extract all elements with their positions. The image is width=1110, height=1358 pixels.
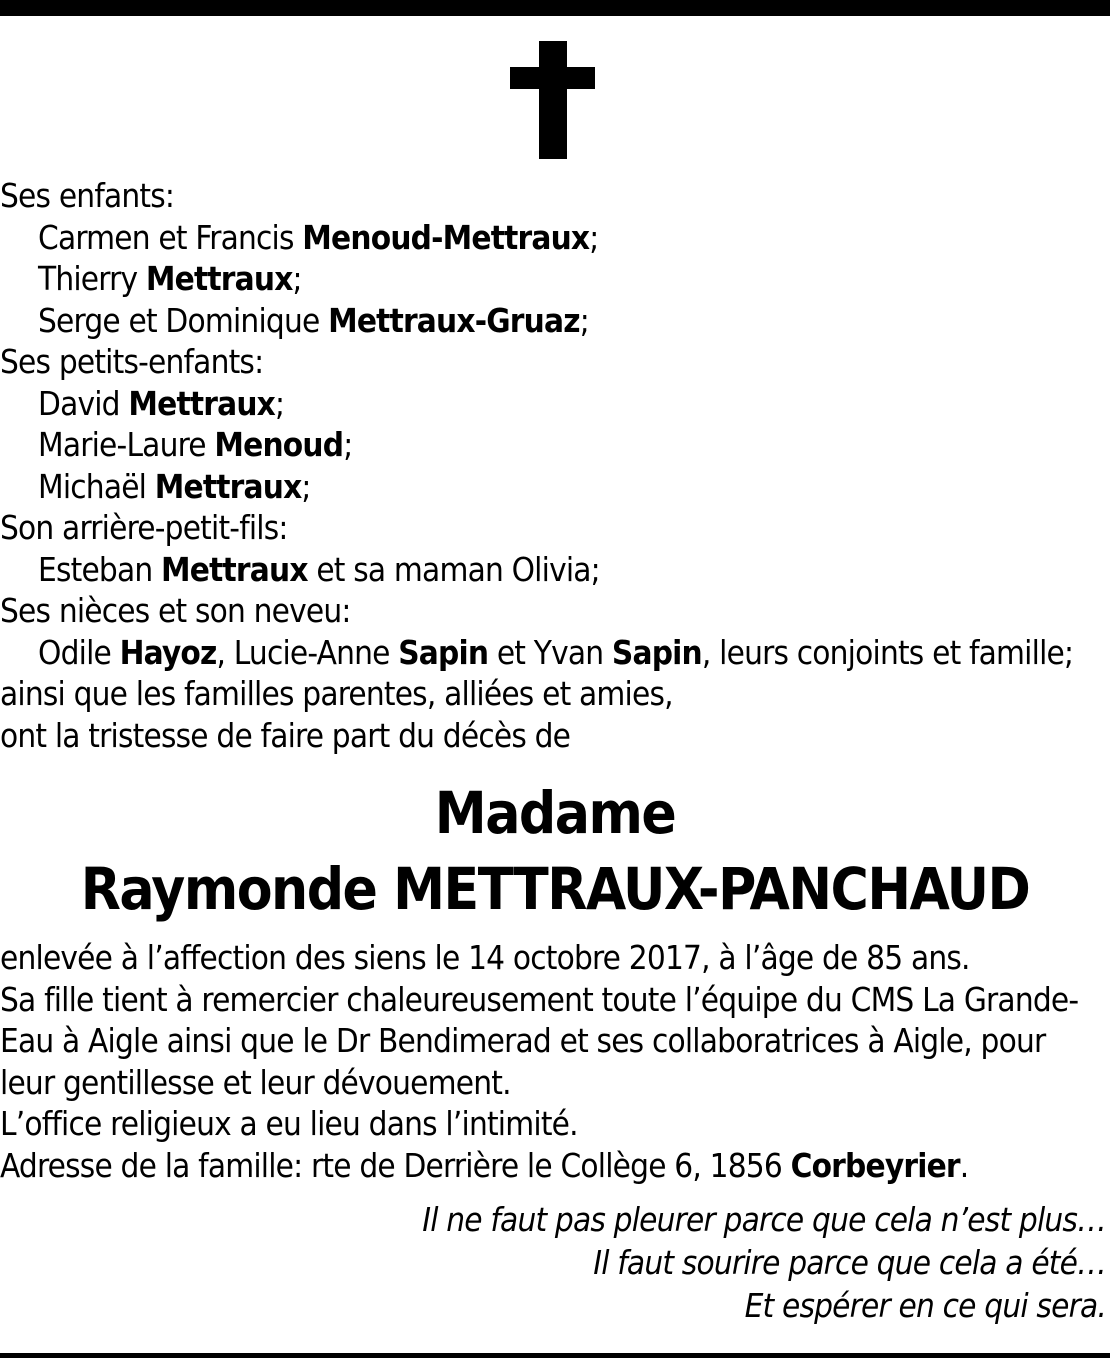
details-line: enlevée à l’affection des siens le 14 octobre 2017, à l’âge de 85 ans. xyxy=(0,938,970,977)
grandchildren-label: Ses petits-enfants: xyxy=(0,342,264,381)
bottom-border-rule xyxy=(0,1353,1110,1358)
quote-line: Il ne faut pas pleurer parce que cela n’est plus… xyxy=(422,1200,1106,1239)
great-grandson-label: Son arrière-petit-fils: xyxy=(0,508,288,547)
family-list xyxy=(0,175,1110,756)
details-line: leur gentillesse et leur dévouement. xyxy=(0,1062,511,1102)
quote-line: Il faut sourire parce que cela a été… xyxy=(593,1243,1106,1282)
details-line: Sa fille tient à remercier chaleureusement toute l’équipe du CMS La Grande- xyxy=(0,979,1079,1019)
cross-icon xyxy=(510,41,595,159)
family-entry: Esteban Mettraux et sa maman Olivia; xyxy=(38,549,600,589)
children-label: Ses enfants: xyxy=(0,176,175,215)
family-entry: Carmen et Francis Menoud-Mettraux; xyxy=(38,217,599,257)
family-entry: Odile Hayoz, Lucie-Anne Sapin et Yvan Sapin, leurs conjoints et famille; xyxy=(38,632,1074,672)
closing-line: ainsi que les familles parentes, alliées et amies, xyxy=(0,674,673,713)
closing-quote xyxy=(306,1198,1106,1327)
closing-line: ont la tristesse de faire part du décès de xyxy=(0,715,571,755)
nieces-label: Ses nièces et son neveu: xyxy=(0,591,351,630)
family-address: Adresse de la famille: rte de Derrière le Collège 6, 1856 Corbeyrier. xyxy=(0,1145,969,1185)
family-entry: Marie-Laure Menoud; xyxy=(38,425,353,464)
deceased-heading xyxy=(0,775,1110,927)
family-entry: Serge et Dominique Mettraux-Gruaz; xyxy=(38,300,589,340)
family-entry: David Mettraux; xyxy=(38,383,285,423)
family-entry: Thierry Mettraux; xyxy=(38,259,302,298)
deceased-title: Madame xyxy=(434,779,676,847)
details-line: L’office religieux a eu lieu dans l’intimité. xyxy=(0,1104,578,1144)
quote-line: Et espérer en ce qui sera. xyxy=(744,1286,1106,1325)
details-paragraph xyxy=(0,937,1110,1187)
deceased-name: Raymonde METTRAUX-PANCHAUD xyxy=(80,855,1030,923)
details-line: Eau à Aigle ainsi que le Dr Bendimerad et ses collaboratrices à Aigle, pour xyxy=(0,1021,1046,1061)
family-entry: Michaël Mettraux; xyxy=(38,466,311,506)
top-border-rule xyxy=(0,0,1110,16)
address-town: Corbeyrier xyxy=(790,1145,960,1185)
